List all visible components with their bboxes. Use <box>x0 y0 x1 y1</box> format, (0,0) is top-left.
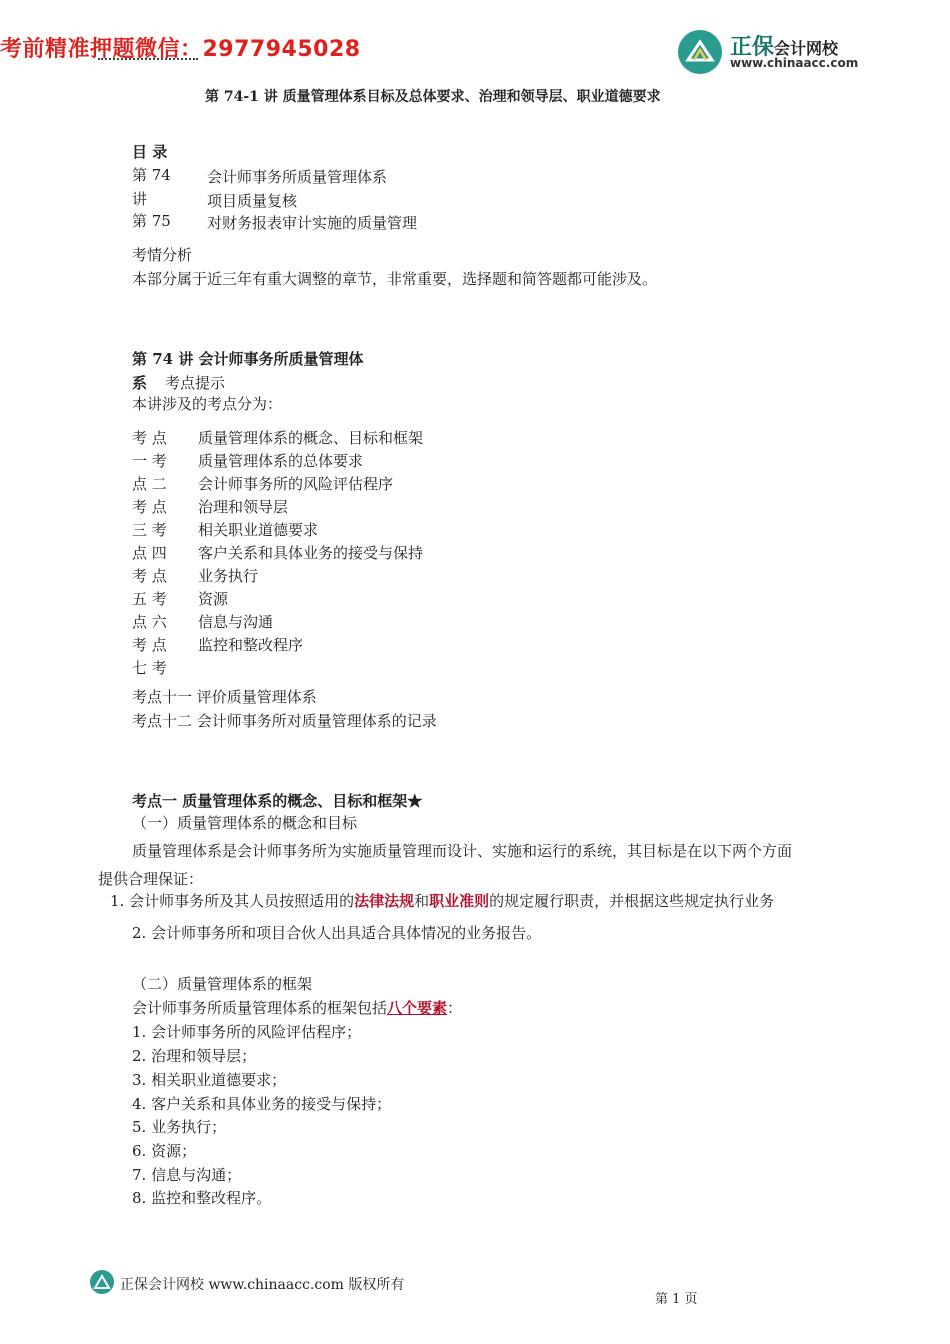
framework-item: 5. 业务执行； <box>132 1118 227 1136</box>
points-list <box>0 424 950 677</box>
reasonable-assurance: 提供合理保证： <box>98 870 204 888</box>
page-number-cut: 第 1 页 <box>655 1292 698 1307</box>
point-item[interactable]: 质量管理体系的概念、目标和框架 <box>198 429 424 447</box>
point-prefix: 点 四 <box>132 544 167 562</box>
point-prefix: 点 六 <box>132 613 167 631</box>
toc-row-2-left: 讲 <box>132 190 148 208</box>
framework-title: （二）质量管理体系的框架 <box>132 975 313 993</box>
analysis-title: 考情分析 <box>132 246 193 264</box>
footer-logo-icon <box>90 1270 114 1294</box>
framework-item: 8. 监控和整改程序。 <box>132 1189 272 1207</box>
lecture-title: 第 74 讲 会计师事务所质量管理体 <box>132 350 364 368</box>
point-item[interactable]: 业务执行 <box>198 567 259 585</box>
footer <box>90 1268 490 1298</box>
brand-logo[interactable] <box>678 28 858 76</box>
point-prefix: 考 点 <box>132 567 167 585</box>
lecture-intro-cut: 本讲涉及的考点分为： <box>132 395 283 413</box>
framework-lead: 会计师事务所质量管理体系的框架包括八个要素： <box>132 999 463 1017</box>
point-prefix: 三 考 <box>132 521 167 539</box>
point-item[interactable]: 会计师事务所的风险评估程序 <box>198 475 394 493</box>
eight-elements-highlight: 八个要素 <box>387 999 448 1017</box>
laws-highlight: 法律法规 <box>354 892 415 910</box>
point-prefix: 考 点 <box>132 498 167 516</box>
footer-copyright[interactable]: 正保会计网校 www.chinaacc.com 版权所有 <box>120 1277 405 1293</box>
chinaacc-logo-icon <box>678 30 722 74</box>
point1-sub-cut: （一）质量管理体系的概念和目标 <box>132 814 358 832</box>
point-eleven[interactable]: 考点十一 评价质量管理体系 <box>132 688 317 706</box>
point1-item2-cut: 2. 会计师事务所和项目合伙人出具适合具体情况的业务报告。 <box>132 924 542 942</box>
toc-row-2-right[interactable]: 项目质量复核 <box>207 192 298 210</box>
brand-name: 正保会计网校 <box>730 35 839 60</box>
header-fragment <box>98 58 208 64</box>
lecture-title-cont: 系 <box>132 374 148 392</box>
analysis-text-cut: 本部分属于近三年有重大调整的章节，非常重要，选择题和简答题都可能涉及。 <box>132 270 658 288</box>
framework-item: 1. 会计师事务所的风险评估程序； <box>132 1023 362 1041</box>
point-prefix: 七 考 <box>132 659 167 677</box>
toc-row-1-left: 第 74 <box>132 166 171 184</box>
framework-item: 2. 治理和领导层； <box>132 1047 257 1065</box>
toc-row-3-left: 第 75 <box>132 212 171 230</box>
point-item[interactable]: 相关职业道德要求 <box>198 521 319 539</box>
point-prefix: 五 考 <box>132 590 167 608</box>
promo-banner: 考前精准押题微信：2977945028 <box>0 37 361 62</box>
framework-item: 6. 资源； <box>132 1142 197 1160</box>
point-prefix: 点 二 <box>132 475 167 493</box>
point-item[interactable]: 信息与沟通 <box>198 613 274 631</box>
point-prefix: 一 考 <box>132 452 167 470</box>
toc-list <box>0 160 950 232</box>
point-prefix: 考 点 <box>132 636 167 654</box>
toc-row-1-right[interactable]: 会计师事务所质量管理体系 <box>207 168 388 186</box>
point-twelve-cut: 考点十二 会计师事务所对质量管理体系的记录 <box>132 712 437 730</box>
toc-title: 目 录 <box>132 143 168 161</box>
point1-para-cut: 质量管理体系是会计师事务所为实施质量管理而设计、实施和运行的系统，其目标是在以下两个方面 <box>132 842 793 860</box>
point-item[interactable]: 监控和整改程序 <box>198 636 304 654</box>
point-item[interactable]: 治理和领导层 <box>198 498 289 516</box>
lecture-hint: 考点提示 <box>165 374 226 392</box>
section-header-cut: 第 74-1 讲 质量管理体系目标及总体要求、治理和领导层、职业道德要求 <box>205 89 661 105</box>
point-item[interactable]: 质量管理体系的总体要求 <box>198 452 364 470</box>
point-prefix: 考 点 <box>132 429 167 447</box>
framework-item: 4. 客户关系和具体业务的接受与保持； <box>132 1095 392 1113</box>
framework-item: 7. 信息与沟通； <box>132 1166 242 1184</box>
point1-item1-cut: 1. 会计师事务所及其人员按照适用的法律法规和职业准则的规定履行职责，并根据这些规定执行业务 <box>110 892 775 910</box>
point-item[interactable]: 客户关系和具体业务的接受与保持 <box>198 544 424 562</box>
toc-row-3-right[interactable]: 对财务报表审计实施的质量管理 <box>207 214 418 232</box>
framework-item: 3. 相关职业道德要求； <box>132 1071 287 1089</box>
point1-title: 考点一 质量管理体系的概念、目标和框架★ <box>132 792 423 810</box>
point-item[interactable]: 资源 <box>198 590 229 608</box>
brand-url: www.chinaacc.com <box>730 56 859 70</box>
standards-highlight: 职业准则 <box>429 892 490 910</box>
